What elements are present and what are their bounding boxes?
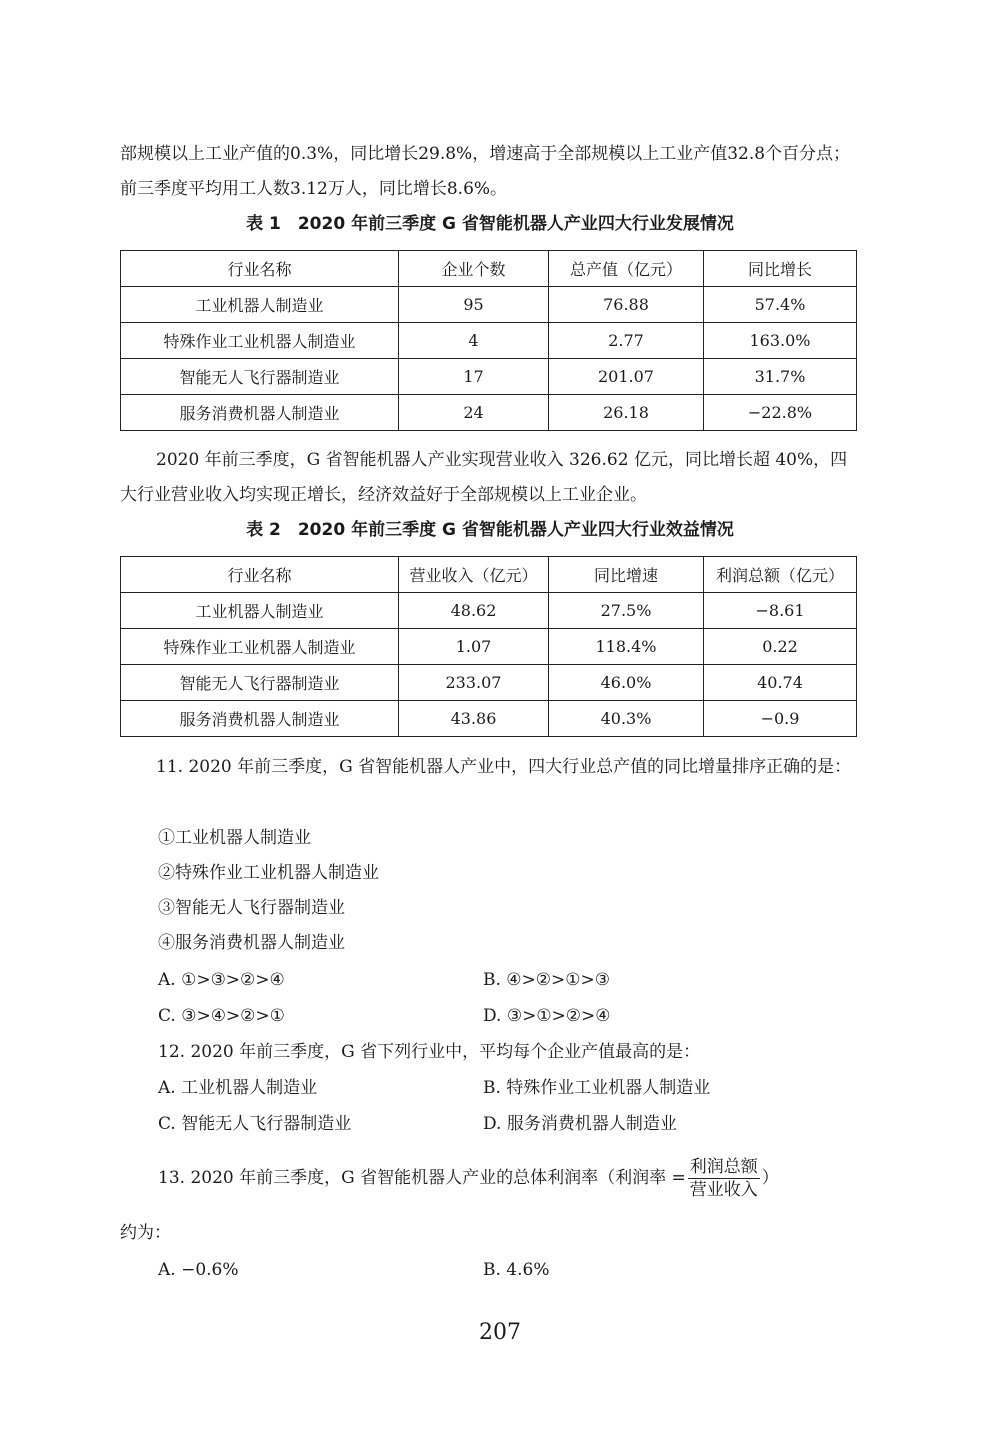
- table-cell: 1.07: [399, 629, 549, 665]
- table-cell: 57.4%: [704, 287, 857, 323]
- table-cell: 43.86: [399, 701, 549, 737]
- table-cell: 特殊作业工业机器人制造业: [121, 323, 399, 359]
- table-row: [121, 665, 857, 701]
- table-cell: 95: [399, 287, 549, 323]
- fraction-denominator: 营业收入: [689, 1180, 758, 1200]
- table-cell: 233.07: [399, 665, 549, 701]
- table1-caption: 表 1 2020 年前三季度 G 省智能机器人产业四大行业发展情况: [246, 214, 734, 234]
- table-cell: 40.74: [704, 665, 857, 701]
- question-12-stem: 12. 2020 年前三季度，G 省下列行业中，平均每个企业产值最高的是：: [158, 1042, 701, 1062]
- table-cell: 26.18: [549, 395, 704, 431]
- table1-header: 同比增长: [704, 251, 857, 287]
- table-cell: 4: [399, 323, 549, 359]
- table-cell: −0.9: [704, 701, 857, 737]
- table-cell: 特殊作业工业机器人制造业: [121, 629, 399, 665]
- q11-item-3: ③智能无人飞行器制造业: [158, 898, 345, 918]
- intro-paragraph: 部规模以上工业产值的0.3%，同比增长29.8%，增速高于全部规模以上工业产值32.8个百分点；前三季度平均用工人数3.12万人，同比增长8.6%。: [120, 144, 851, 199]
- page-number: 207: [479, 1320, 521, 1345]
- table-cell: 24: [399, 395, 549, 431]
- question-13-stem: [158, 1150, 779, 1206]
- table1-header: 总产值（亿元）: [549, 251, 704, 287]
- table-row: [121, 629, 857, 665]
- table-cell: −22.8%: [704, 395, 857, 431]
- table2-caption: 表 2 2020 年前三季度 G 省智能机器人产业四大行业效益情况: [246, 520, 734, 540]
- fraction-numerator: 利润总额: [689, 1157, 758, 1177]
- q12-option-b[interactable]: B. 特殊作业工业机器人制造业: [483, 1078, 711, 1098]
- q13-stem-close: ）: [761, 1168, 779, 1188]
- table-cell: −8.61: [704, 593, 857, 629]
- table-cell: 17: [399, 359, 549, 395]
- q12-option-d[interactable]: D. 服务消费机器人制造业: [483, 1114, 677, 1134]
- table-cell: 智能无人飞行器制造业: [121, 359, 399, 395]
- table-cell: 工业机器人制造业: [121, 593, 399, 629]
- table-cell: 163.0%: [704, 323, 857, 359]
- table-cell: 76.88: [549, 287, 704, 323]
- table-row: [121, 395, 857, 431]
- q11-item-1: ①工业机器人制造业: [158, 828, 311, 848]
- table-row: [121, 359, 857, 395]
- table1-header: 行业名称: [121, 251, 399, 287]
- table1-header-row: [121, 251, 857, 287]
- table2: [120, 556, 857, 737]
- table-cell: 46.0%: [549, 665, 704, 701]
- table2-header-row: [121, 557, 857, 593]
- table-cell: 201.07: [549, 359, 704, 395]
- q11-option-d[interactable]: D. ③>①>②>④: [483, 1006, 611, 1026]
- table-cell: 2.77: [549, 323, 704, 359]
- table-cell: 48.62: [399, 593, 549, 629]
- table-row: [121, 323, 857, 359]
- table1: [120, 250, 857, 431]
- table-row: [121, 701, 857, 737]
- table2-header: 营业收入（亿元）: [399, 557, 549, 593]
- summary-paragraph: 2020 年前三季度，G 省智能机器人产业实现营业收入 326.62 亿元，同比增长超 40%，四大行业营业收入均实现正增长，经济效益好于全部规模以上工业企业。: [120, 450, 848, 505]
- q11-option-c[interactable]: C. ③>④>②>①: [158, 1006, 285, 1026]
- question-11-stem: 11. 2020 年前三季度，G 省智能机器人产业中，四大行业总产值的同比增量排序正确的是：: [156, 757, 852, 777]
- table-cell: 服务消费机器人制造业: [121, 395, 399, 431]
- table-cell: 27.5%: [549, 593, 704, 629]
- q11-item-2: ②特殊作业工业机器人制造业: [158, 863, 379, 883]
- table1-header: 企业个数: [399, 251, 549, 287]
- table-cell: 31.7%: [704, 359, 857, 395]
- table-cell: 智能无人飞行器制造业: [121, 665, 399, 701]
- q13-option-a[interactable]: A. −0.6%: [158, 1260, 239, 1280]
- table-cell: 40.3%: [549, 701, 704, 737]
- q12-option-a[interactable]: A. 工业机器人制造业: [158, 1078, 318, 1098]
- table-cell: 工业机器人制造业: [121, 287, 399, 323]
- table2-header: 行业名称: [121, 557, 399, 593]
- q11-item-4: ④服务消费机器人制造业: [158, 933, 345, 953]
- q12-option-c[interactable]: C. 智能无人飞行器制造业: [158, 1114, 352, 1134]
- table-cell: 0.22: [704, 629, 857, 665]
- table-row: [121, 287, 857, 323]
- q13-stem-tail: 约为：: [120, 1223, 171, 1243]
- q11-option-a[interactable]: A. ①>③>②>④: [158, 970, 285, 990]
- q13-option-b[interactable]: B. 4.6%: [483, 1260, 550, 1280]
- table2-header: 利润总额（亿元）: [704, 557, 857, 593]
- q13-stem-text: 13. 2020 年前三季度，G 省智能机器人产业的总体利润率（利润率 =: [158, 1168, 686, 1188]
- profit-rate-fraction: [688, 1156, 760, 1201]
- table-cell: 118.4%: [549, 629, 704, 665]
- table2-header: 同比增速: [549, 557, 704, 593]
- q11-option-b[interactable]: B. ④>②>①>③: [483, 970, 610, 990]
- table-row: [121, 593, 857, 629]
- table-cell: 服务消费机器人制造业: [121, 701, 399, 737]
